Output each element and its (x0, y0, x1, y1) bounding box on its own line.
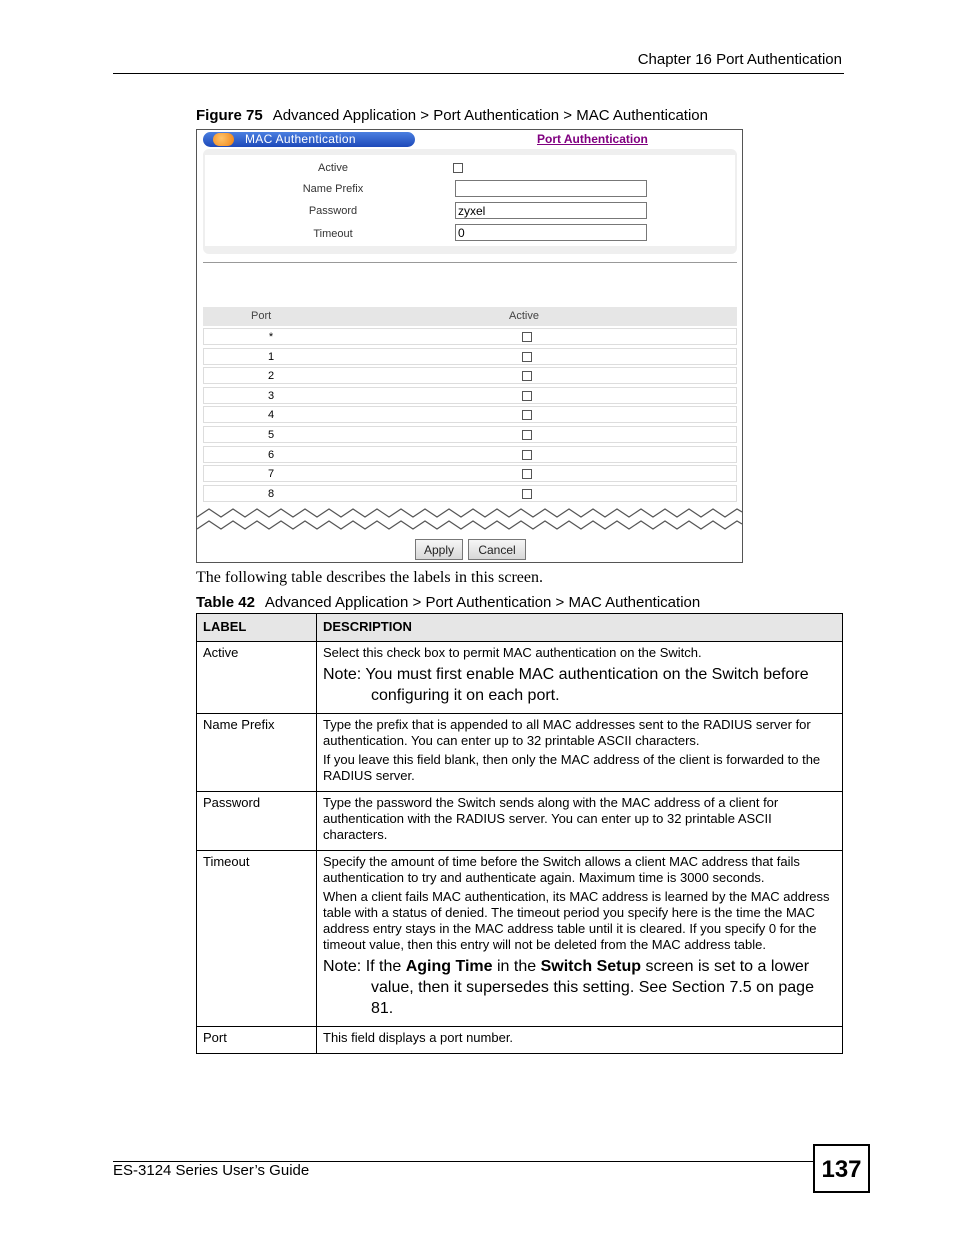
port-row (203, 348, 737, 365)
intro-text: The following table describes the labels in this screen. (196, 569, 544, 586)
port-number: 7 (267, 468, 275, 480)
port-table-header (203, 307, 737, 326)
row-description (317, 714, 843, 792)
name-prefix-input[interactable] (455, 180, 647, 197)
port-active-checkbox[interactable] (522, 469, 532, 479)
port-row (203, 465, 737, 482)
description-paragraph: If you leave this field blank, then only the MAC address of the client is forwarded to the RADIUS server. (323, 752, 821, 783)
table-row (197, 1027, 843, 1054)
port-row (203, 387, 737, 404)
figure-caption (196, 107, 708, 124)
description-paragraph: Specify the amount of time before the Switch allows a client MAC address that fails authentication to try and authenticate again. Maximum time is 3000 seconds. (323, 854, 800, 885)
table-row (197, 714, 843, 792)
description-paragraph: Type the prefix that is appended to all MAC addresses sent to the RADIUS server for authentication. You can enter up to 32 printable ASCII characters. (323, 717, 811, 748)
port-column-header: Port (251, 310, 272, 322)
row-label: Port (197, 1027, 317, 1054)
note-paragraph: Note: You must first enable MAC authentication on the Switch before configuring it on each port. (323, 666, 809, 704)
table-row (197, 851, 843, 1027)
name-prefix-label: Name Prefix (302, 183, 364, 195)
port-active-checkbox[interactable] (522, 450, 532, 460)
note-paragraph (323, 956, 836, 1019)
password-input[interactable]: zyxel (455, 202, 647, 219)
switch-setup-term: Switch Setup (540, 958, 642, 975)
row-label: Password (197, 792, 317, 851)
port-number: 6 (267, 449, 275, 461)
orb-icon (213, 133, 234, 146)
row-description (317, 851, 843, 1027)
chapter-title: Chapter 16 Port Authentication (637, 51, 842, 68)
port-row (203, 446, 737, 463)
port-active-checkbox[interactable] (522, 391, 532, 401)
table-row (197, 642, 843, 714)
apply-button[interactable]: Apply (415, 539, 463, 560)
port-authentication-link[interactable]: Port Authentication (537, 132, 648, 146)
port-row (203, 485, 737, 502)
port-number: * (268, 331, 274, 343)
figure-title: Advanced Application > Port Authentication > MAC Authentication (272, 107, 708, 124)
port-row (203, 328, 737, 345)
row-description (317, 642, 843, 714)
table-number: Table 42 (196, 594, 255, 611)
settings-panel-inner (205, 155, 735, 246)
timeout-label: Timeout (313, 228, 353, 240)
port-active-checkbox[interactable] (522, 410, 532, 420)
row-label: Active (197, 642, 317, 714)
aging-time-term: Aging Time (405, 958, 493, 975)
port-active-checkbox[interactable] (522, 332, 532, 342)
port-row (203, 406, 737, 423)
note-text: screen is set to a lower value, then it supersedes this setting. See Section 7.5 on page 81. (371, 958, 814, 1017)
description-paragraph: Type the password the Switch sends along with the MAC address of a client for authentication with the RADIUS server. You can enter up to 32 printable ASCII characters. (323, 795, 779, 842)
table-row (197, 792, 843, 851)
figure-number: Figure 75 (196, 107, 263, 124)
guide-title: ES-3124 Series User’s Guide (113, 1162, 310, 1179)
port-active-checkbox[interactable] (522, 489, 532, 499)
row-label: Name Prefix (197, 714, 317, 792)
description-column-header: DESCRIPTION (317, 614, 843, 642)
password-label: Password (308, 205, 358, 217)
description-table (196, 613, 843, 1054)
active-label: Active (318, 162, 348, 174)
timeout-input[interactable]: 0 (455, 224, 647, 241)
active-column-header: Active (509, 310, 539, 322)
table-header-row (197, 614, 843, 642)
torn-edge (197, 505, 742, 535)
section-divider (203, 262, 737, 263)
tab-title: MAC Authentication (245, 132, 356, 146)
port-number: 1 (267, 351, 275, 363)
port-row (203, 426, 737, 443)
label-column-header: LABEL (197, 614, 317, 642)
active-checkbox[interactable] (453, 163, 463, 173)
port-active-checkbox[interactable] (522, 430, 532, 440)
tab-mac-authentication[interactable] (203, 132, 415, 147)
port-row (203, 367, 737, 384)
note-text: in the (492, 958, 541, 975)
note-text: Note: If the (323, 958, 406, 975)
port-number: 4 (267, 409, 275, 421)
row-description (317, 792, 843, 851)
row-label: Timeout (197, 851, 317, 1027)
port-number: 2 (267, 370, 275, 382)
port-number: 5 (267, 429, 275, 441)
description-paragraph: This field displays a port number. (323, 1030, 514, 1045)
row-description (317, 1027, 843, 1054)
cancel-button[interactable]: Cancel (468, 539, 526, 560)
description-paragraph: When a client fails MAC authentication, its MAC address is learned by the MAC address table with a status of denied. The timeout period you specify here is the time the MAC address entry stays in the MAC address table until it is cleared. If you specify 0 for the timeout value, then this entry will not be deleted from the MAC address table. (323, 889, 830, 952)
port-number: 3 (267, 390, 275, 402)
page-number: 137 (813, 1144, 870, 1193)
port-active-checkbox[interactable] (522, 371, 532, 381)
table-caption (196, 594, 700, 611)
header-rule (113, 73, 844, 74)
port-active-checkbox[interactable] (522, 352, 532, 362)
table-title: Advanced Application > Port Authentication > MAC Authentication (264, 594, 701, 611)
mac-auth-screenshot (196, 129, 743, 563)
description-paragraph: Select this check box to permit MAC authentication on the Switch. (323, 645, 702, 660)
port-number: 8 (267, 488, 275, 500)
